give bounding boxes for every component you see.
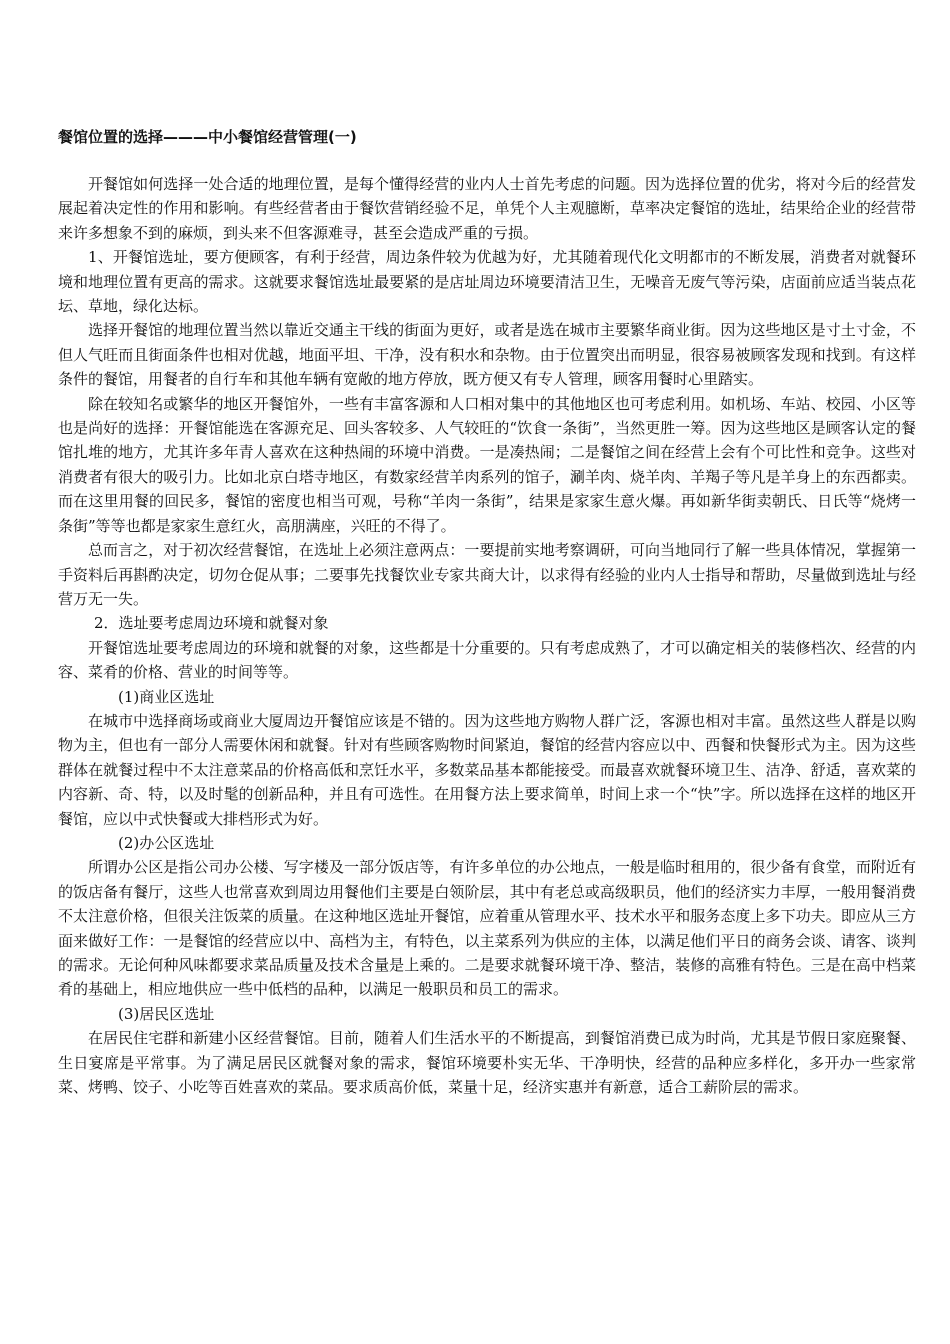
document-body <box>58 172 916 1099</box>
subheading-office-area: (2)办公区选址 <box>118 833 215 852</box>
paragraph-other-areas: 除在较知名或繁华的地区开餐馆外，一些有丰富客源和人口相对集中的其他地区也可考虑利用。如机场、车站、校园、小区等也是尚好的选择：开餐馆能选在客源充足、回头客较多、人气较旺的“饮食一条街”，当然更胜一筹。因为这些地区是顾客认定的餐馆扎堆的地方，尤其许多年青人喜欢在这种热闹的环境中消费。一是凑热闹；二是餐馆之间在经营上会有个可比性和竞争。这些对消费者有很大的吸引力。比如北京白塔寺地区，有数家经营羊肉系列的馆子，涮羊肉、烧羊肉、羊羯子等凡是羊身上的东西都卖。而在这里用餐的回民多，餐馆的密度也相当可观，号称“羊肉一条街”，结果是家家生意火爆。再如新华街卖朝氏、日氏等“烧烤一条街”等等也都是家家生意红火，高朋满座，兴旺的不得了。 <box>58 394 916 535</box>
paragraph-section-2-intro: 开餐馆选址要考虑周边的环境和就餐的对象，这些都是十分重要的。只有考虑成熟了，才可以确定相关的装修档次、经营的内容、菜肴的价格、营业的时间等等。 <box>58 638 916 682</box>
section-heading-2: 2．选址要考虑周边环境和就餐对象 <box>94 614 329 633</box>
paragraph-summary: 总而言之，对于初次经营餐馆，在选址上必须注意两点：一要提前实地考察调研，可向当地同行了解一些具体情况，掌握第一手资料后再斟酌决定，切勿仓促从事；二要事先找餐饮业专家共商大计，以求得有经验的业内人士指导和帮助，尽量做到选址与经营万无一失。 <box>58 541 916 608</box>
paragraph-residential-area: 在居民住宅群和新建小区经营餐馆。目前，随着人们生活水平的不断提高，到餐馆消费已成为时尚，尤其是节假日家庭聚餐、生日宴席是平常事。为了满足居民区就餐对象的需求，餐馆环境要朴实无华、干净明快，经营的品种应多样化，多开办一些家常菜、烤鸭、饺子、小吃等百姓喜欢的菜品。要求质高价低，菜量十足，经济实惠并有新意，适合工薪阶层的需求。 <box>58 1029 916 1097</box>
paragraph-office-area: 所谓办公区是指公司办公楼、写字楼及一部分饭店等，有许多单位的办公地点，一般是临时租用的，很少备有食堂，而附近有的饭店备有餐厅，这些人也常喜欢到周边用餐他们主要是白领阶层，其中有老总或高级职员，他们的经济实力丰厚，一般用餐消费不太注意价格，但很关注饭菜的质量。在这种地区选址开餐馆，应着重从管理水平、技术水平和服务态度上多下功夫。即应从三方面来做好工作：一是餐馆的经营应以中、高档为主，有特色，以主菜系列为供应的主体，以满足他们平日的商务会谈、请客、谈判的需求。无论何种风味都要求菜品质量及技术含量是上乘的。二是要求就餐环境干净、整洁，装修的高雅有特色。三是在高中档菜肴的基础上，相应地供应一些中低档的品种，以满足一般职员和员工的需求。 <box>58 858 916 999</box>
paragraph-commercial-area: 在城市中选择商场或商业大厦周边开餐馆应该是不错的。因为这些地方购物人群广泛，客源也相对丰富。虽然这些人群是以购物为主，但也有一部分人需要休闲和就餐。针对有些顾客购物时间紧迫，餐馆的经营内容应以中、西餐和快餐形式为主。因为这些群体在就餐过程中不太注意菜品的价格高低和烹饪水平，多数菜品基本都能接受。而最喜欢就餐环境卫生、洁净、舒适，喜欢菜的内容新、奇、特，以及时髦的创新品种，并且有可选性。在用餐方法上要求简单，时间上求一个“快”字。所以选择在这样的地区开餐馆，应以中式快餐或大排档形式为好。 <box>58 711 916 828</box>
document-title: 餐馆位置的选择———中小餐馆经营管理(一) <box>58 128 357 146</box>
subheading-commercial-area: (1)商业区选址 <box>118 687 215 706</box>
paragraph-main-street: 选择开餐馆的地理位置当然以靠近交通主干线的街面为更好，或者是选在城市主要繁华商业街。因为这些地区是寸土寸金，不但人气旺而且街面条件也相对优越，地面平坦、干净，没有积水和杂物。由于位置突出而明显，很容易被顾客发现和找到。有这样条件的餐馆，用餐者的自行车和其他车辆有宽敞的地方停放，既方便又有专人管理，顾客用餐时心里踏实。 <box>58 321 916 389</box>
subheading-residential-area: (3)居民区选址 <box>118 1004 215 1023</box>
paragraph-intro: 开餐馆如何选择一处合适的地理位置，是每个懂得经营的业内人士首先考虑的问题。因为选择位置的优劣，将对今后的经营发展起着决定性的作用和影响。有些经营者由于餐饮营销经验不足，单凭个人主观臆断，草率决定餐馆的选址，结果给企业的经营带来许多想象不到的麻烦，到头来不但客源难寻，甚至会造成严重的亏损。 <box>58 175 916 242</box>
paragraph-point-1: 1、开餐馆选址，要方便顾客，有利于经营，周边条件较为优越为好，尤其随着现代化文明都市的不断发展，消费者对就餐环境和地理位置有更高的需求。这就要求餐馆选址最要紧的是店址周边环境要清洁卫生，无噪音无废气等污染，店面前应适当装点花坛、草地，绿化达标。 <box>58 248 916 316</box>
